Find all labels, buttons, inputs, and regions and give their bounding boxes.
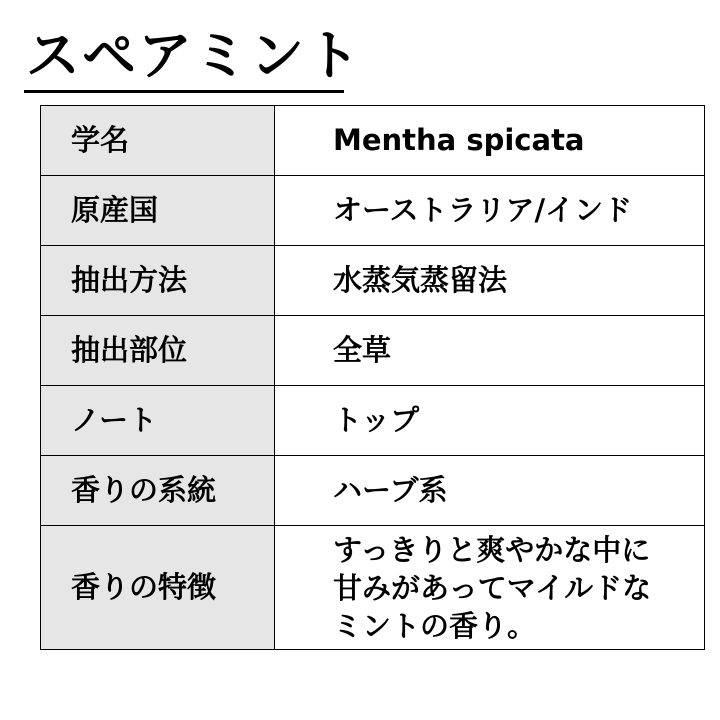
row-label-scent-family: 香りの系統 [41, 456, 275, 526]
row-value-extraction-method: 水蒸気蒸留法 [275, 246, 705, 316]
table-row [41, 316, 705, 386]
table-row [41, 106, 705, 176]
row-value-scientific-name: Mentha spicata [275, 106, 705, 176]
row-label-origin: 原産国 [41, 176, 275, 246]
row-value-scent-family: ハーブ系 [275, 456, 705, 526]
table-row [41, 456, 705, 526]
title-underline [24, 90, 344, 93]
row-label-extraction-part: 抽出部位 [41, 316, 275, 386]
table-row [41, 176, 705, 246]
profile-table [40, 105, 705, 650]
row-label-note: ノート [41, 386, 275, 456]
row-label-extraction-method: 抽出方法 [41, 246, 275, 316]
row-label-scent-characteristics: 香りの特徴 [41, 526, 275, 650]
table-row [41, 526, 705, 650]
row-label-scientific-name: 学名 [41, 106, 275, 176]
row-value-note: トップ [275, 386, 705, 456]
page-title: スペアミント [26, 24, 362, 87]
table-row [41, 246, 705, 316]
row-value-scent-characteristics: すっきりと爽やかな中に 甘みがあってマイルドな ミントの香り。 [275, 526, 705, 650]
row-value-origin: オーストラリア/インド [275, 176, 705, 246]
table-row [41, 386, 705, 456]
row-value-extraction-part: 全草 [275, 316, 705, 386]
